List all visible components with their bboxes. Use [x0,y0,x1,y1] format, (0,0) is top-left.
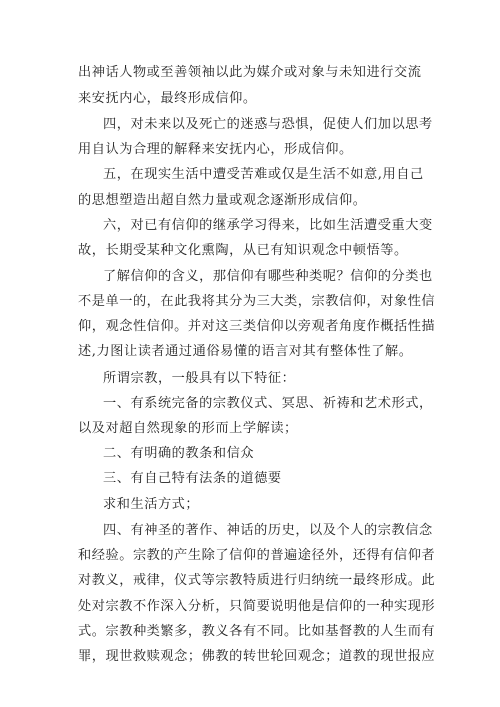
text-line: 仰，观念性信仰。并对这三类信仰以旁观者角度作概括性描 [78,319,436,334]
text-line: 述,力图让读者通过通俗易懂的语言对其有整体性了解。 [78,344,413,359]
text-line: 的思想塑造出超自然力量或观念逐渐形成信仰。 [78,193,367,208]
text-line: 求和生活方式； [103,497,200,512]
text-line: 了解信仰的含义，那信仰有哪些种类呢？信仰的分类也 [103,269,433,284]
text-line: 五，在现实生活中遭受苦难或仅是生活不如意,用自己 [103,167,424,182]
text-line: 六，对已有信仰的继承学习得来，比如生活遭受重大变 [103,218,433,233]
text-line: 式。宗教种类繁多，教义各有不同。比如基督教的人生而有 [78,624,436,639]
text-line: 对教义，戒律，仪式等宗教特质进行归纳统一最终形成。此 [78,573,436,588]
text-line: 四、有神圣的著作、神话的历史，以及个人的宗教信念 [103,523,433,538]
text-line: 二、有明确的教条和信众 [103,446,255,461]
text-line: 出神话人物或至善领袖以此为媒介或对象与未知进行交流 [78,65,422,80]
text-line: 罪，现世救赎观念；佛教的转世轮回观念；道教的现世报应 [78,649,436,664]
text-line: 所谓宗教，一般具有以下特征： [103,371,296,386]
text-line: 处对宗教不作深入分析，只简要说明他是信仰的一种实现形 [78,599,436,614]
text-line: 四，对未来以及死亡的迷惑与恐惧，促使人们加以思考 [103,117,433,132]
text-line: 不是单一的，在此我将其分为三大类，宗教信仰，对象性信 [78,294,436,309]
text-line: 三、有自己特有法条的道德要 [103,471,282,486]
text-line: 故，长期受某种文化熏陶，从已有知识观念中顿悟等。 [78,243,408,258]
text-line: 来安抚内心，最终形成信仰。 [78,91,257,106]
text-line: 和经验。宗教的产生除了信仰的普遍途径外，还得有信仰者 [78,548,436,563]
text-line: 以及对超自然现象的形而上学解读； [78,421,298,436]
text-line: 一、有系统完备的宗教仪式、冥思、祈祷和艺术形式， [103,396,433,411]
text-line: 用自认为合理的解释来安抚内心，形成信仰。 [78,142,353,157]
